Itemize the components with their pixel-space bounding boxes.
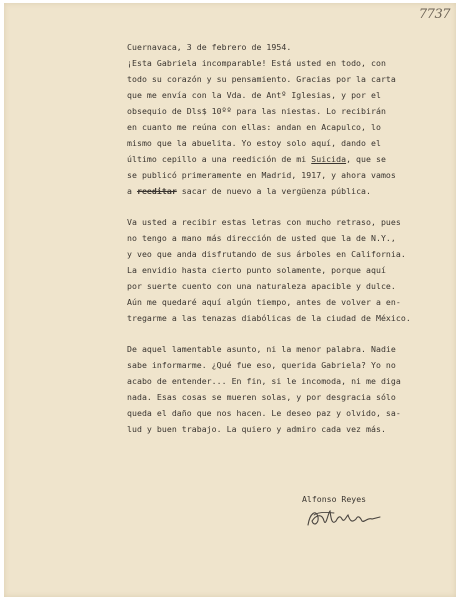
text-line bbox=[127, 183, 447, 199]
text-line: sabe informarme. ¿Qué fue eso, querida Gabriela? Yo no bbox=[127, 360, 396, 370]
text-segment: sacar de nuevo a la vergüenza pública. bbox=[176, 186, 372, 196]
text-line: se publicó primeramente en Madrid, 1917, y ahora vamos bbox=[127, 170, 396, 180]
handwritten-signature bbox=[304, 503, 384, 531]
text-line: no tengo a mano más dirección de usted que la de N.Y., bbox=[127, 233, 396, 243]
book-title: Suicida bbox=[311, 154, 347, 164]
text-line: por suerte cuento con una naturaleza apacible y dulce. bbox=[127, 281, 396, 291]
text-line: Aún me quedaré aquí algún tiempo, antes de volver a en- bbox=[127, 297, 401, 307]
paragraph-gap bbox=[127, 199, 447, 214]
letter-body bbox=[127, 39, 447, 437]
text-line: en cuanto me reúna con ellas: andan en Acapulco, lo bbox=[127, 122, 381, 132]
letter-page bbox=[4, 3, 456, 597]
text-line: mismo que la abuelita. Yo estoy solo aquí, dando el bbox=[127, 138, 381, 148]
text-segment: a bbox=[127, 186, 137, 196]
text-line: queda el daño que nos hacen. Le deseo paz y olvido, sa- bbox=[127, 408, 401, 418]
paragraph-1 bbox=[127, 39, 447, 199]
paragraph-3 bbox=[127, 341, 447, 437]
struck-word: reeditar bbox=[136, 186, 177, 196]
archive-number: 7737 bbox=[418, 7, 450, 22]
letter-date: Cuernavaca, 3 de febrero de 1954. bbox=[127, 42, 292, 52]
text-line: tregarme a las tenazas diabólicas de la ciudad de México. bbox=[127, 313, 411, 323]
text-line: Va usted a recibir estas letras con mucho retraso, pues bbox=[127, 217, 401, 227]
text-line: ¡Esta Gabriela incomparable! Está usted en todo, con bbox=[127, 58, 386, 68]
text-line bbox=[127, 151, 447, 167]
text-line: todo su corazón y su pensamiento. Gracias por la carta bbox=[127, 74, 396, 84]
text-line: lud y buen trabajo. La quiero y admiro cada vez más. bbox=[127, 424, 386, 434]
text-line: nada. Esas cosas se mueren solas, y por desgracia sólo bbox=[127, 392, 396, 402]
text-segment: último cepillo a una reedición de mi bbox=[127, 154, 312, 164]
text-line: acabo de entender... En fin, si le incomoda, ni me diga bbox=[127, 376, 401, 386]
text-line: que me envía con la Vda. de Antº Iglesias, y por el bbox=[127, 90, 381, 100]
paragraph-gap bbox=[127, 326, 447, 341]
paragraph-2 bbox=[127, 214, 447, 326]
signature-name: Alfonso Reyes bbox=[302, 494, 367, 504]
text-line: De aquel lamentable asunto, ni la menor palabra. Nadie bbox=[127, 344, 396, 354]
text-segment: , que se bbox=[346, 154, 386, 164]
text-line: obsequio de Dls$ 10ºº para las niestas. Lo recibirán bbox=[127, 106, 386, 116]
text-line: La envidio hasta cierto punto solamente, porque aquí bbox=[127, 265, 386, 275]
text-line: y veo que anda disfrutando de sus árboles en California. bbox=[127, 249, 406, 259]
